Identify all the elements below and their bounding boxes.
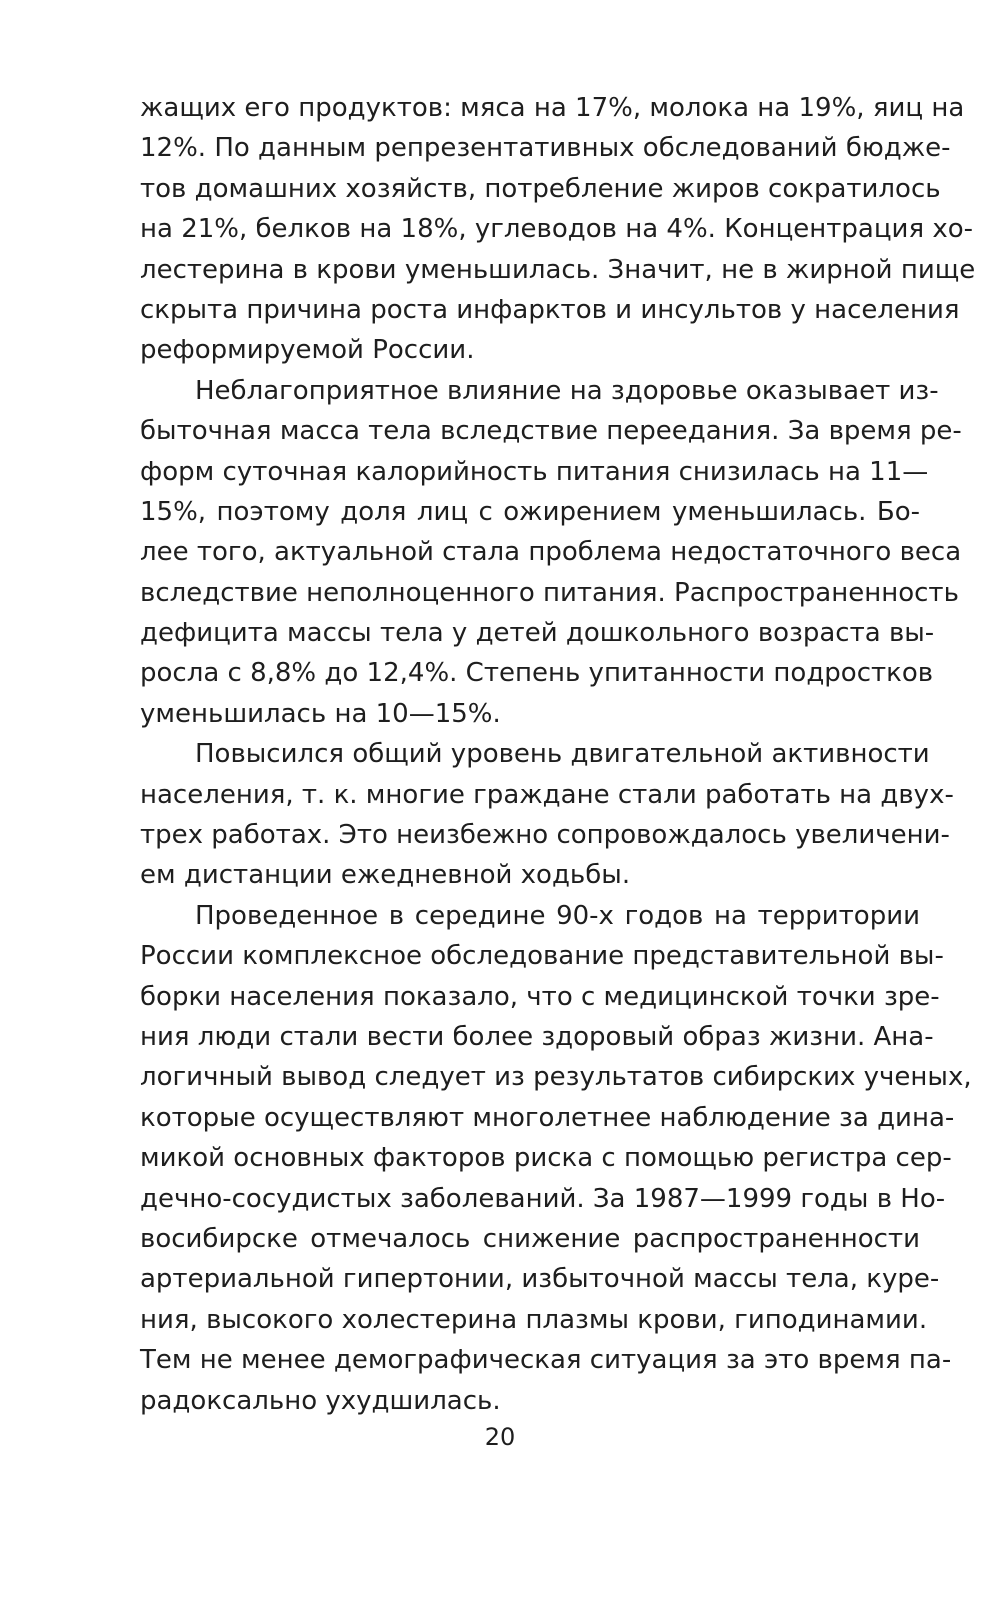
text-line: населения, т. к. многие граждане стали работать на двух-	[140, 779, 954, 810]
text-line: тов домашних хозяйств, потребление жиров сократилось	[140, 173, 941, 204]
text-line: Неблагоприятное влияние на здоровье оказывает из-	[195, 375, 939, 406]
text-line: на 21%, белков на 18%, углеводов на 4%. Концентрация хо-	[140, 214, 974, 245]
paragraph	[140, 88, 976, 371]
paragraph	[140, 734, 954, 896]
text-line: микой основных факторов риска с помощью регистра сер-	[140, 1143, 952, 1174]
text-line: артериальной гипертонии, избыточной массы тела, куре-	[140, 1264, 940, 1295]
text-line: радоксально ухудшилась.	[140, 1385, 501, 1416]
text-line: быточная масса тела вследствие переедания. За время ре-	[140, 416, 962, 447]
text-line: реформируемой России.	[140, 335, 475, 366]
text-line: лее того, актуальной стала проблема недостаточного веса	[140, 537, 962, 568]
text-line: борки населения показало, что с медицинской точки зре-	[140, 981, 940, 1012]
text-line: 15%, поэтому доля лиц с ожирением уменьшилась. Бо-	[140, 496, 920, 527]
text-line: которые осуществляют многолетнее наблюдение за дина-	[140, 1102, 955, 1133]
text-line: дечно-сосудистых заболеваний. За 1987—1999 годы в Но-	[140, 1183, 946, 1214]
text-line: ем дистанции ежедневной ходьбы.	[140, 860, 631, 891]
text-line: лестерина в крови уменьшилась. Значит, не в жирной пище	[140, 254, 976, 285]
text-line: Тем не менее демографическая ситуация за это время па-	[140, 1345, 952, 1376]
text-line: логичный вывод следует из результатов сибирских ученых,	[140, 1062, 972, 1093]
text-line: восибирске отмечалось снижение распространенности	[140, 1223, 920, 1254]
paragraph	[140, 371, 962, 735]
text-line: вследствие неполноценного питания. Распространенность	[140, 577, 959, 608]
text-line: скрыта причина роста инфарктов и инсультов у населения	[140, 294, 960, 325]
text-line: росла с 8,8% до 12,4%. Степень упитанности подростков	[140, 658, 934, 689]
body-text	[140, 88, 976, 1421]
text-line: трех работах. Это неизбежно сопровождалось увеличени-	[140, 820, 950, 851]
text-line: 12%. По данным репрезентативных обследований бюдже-	[140, 133, 951, 164]
text-line: уменьшилась на 10—15%.	[140, 698, 501, 729]
text-line: России комплексное обследование представительной вы-	[140, 941, 944, 972]
paragraph	[140, 896, 972, 1421]
page-number: 20	[484, 1423, 516, 1451]
text-line: Повысился общий уровень двигательной активности	[195, 739, 930, 770]
text-line: форм суточная калорийность питания снизилась на 11—	[140, 456, 929, 487]
text-line: жащих его продуктов: мяса на 17%, молока на 19%, яиц на	[140, 93, 965, 123]
text-line: ния, высокого холестерина плазмы крови, гиподинамии.	[140, 1304, 928, 1335]
text-line: Проведенное в середине 90-х годов на территории	[195, 900, 920, 931]
text-line: ния люди стали вести более здоровый образ жизни. Ана-	[140, 1021, 934, 1052]
text-line: дефицита массы тела у детей дошкольного возраста вы-	[140, 618, 935, 649]
